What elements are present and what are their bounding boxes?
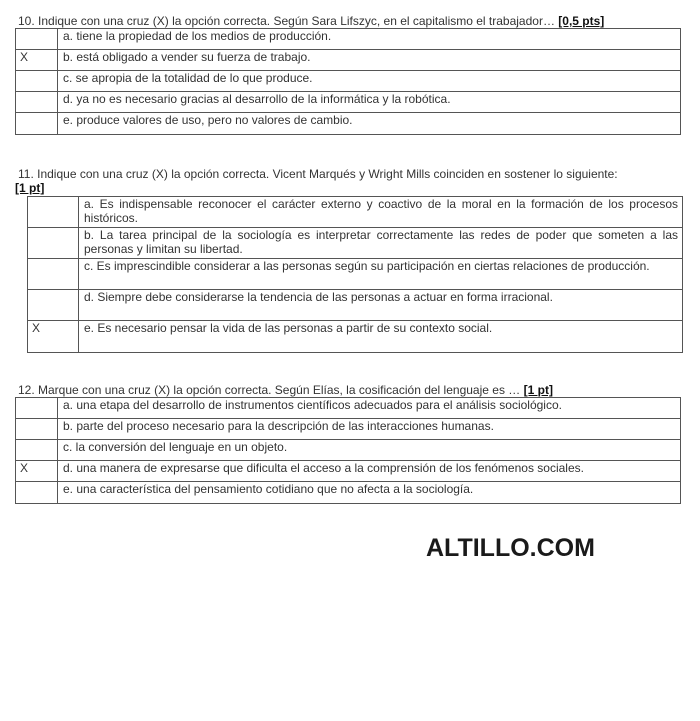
option-mark[interactable] [28,290,79,321]
option-row [28,228,683,259]
option-text: d. ya no es necesario gracias al desarrollo de la informática y la robótica. [58,92,681,113]
option-text: e. produce valores de uso, pero no valores de cambio. [58,113,681,135]
question-11-points-line [15,181,44,195]
option-row [16,71,681,92]
question-11-prompt: 11. Indique con una cruz (X) la opción correcta. Vicent Marqués y Wright Mills coinciden en sostener lo siguiente: [18,167,618,181]
option-text: e. Es necesario pensar la vida de las personas a partir de su contexto social. [79,321,683,353]
option-text: c. la conversión del lenguaje en un objeto. [58,440,681,461]
question-12-prompt [18,383,553,397]
option-text: a. tiene la propiedad de los medios de producción. [58,29,681,50]
option-mark[interactable]: X [16,461,58,482]
question-12-text: 12. Marque con una cruz (X) la opción correcta. Según Elías, la cosificación del lenguaje es … [18,383,524,397]
question-11-options [27,196,683,353]
option-mark[interactable] [28,228,79,259]
option-row [28,197,683,228]
option-mark[interactable] [16,419,58,440]
option-mark[interactable] [28,197,79,228]
option-row [28,321,683,353]
option-mark[interactable] [16,71,58,92]
option-row [16,29,681,50]
question-12-options [15,397,681,504]
option-text: c. Es imprescindible considerar a las personas según su participación en ciertas relaciones de producción. [79,259,683,290]
watermark-logo: ALTILLO.COM [426,534,595,562]
option-mark[interactable] [16,482,58,504]
option-row [28,290,683,321]
option-row [28,259,683,290]
question-10-options [15,28,681,135]
option-row [16,113,681,135]
option-row [16,461,681,482]
option-mark[interactable] [16,29,58,50]
option-row [16,419,681,440]
option-text: b. parte del proceso necesario para la descripción de las interacciones humanas. [58,419,681,440]
option-row [16,92,681,113]
option-mark[interactable]: X [28,321,79,353]
option-text: b. La tarea principal de la sociología es interpretar correctamente las redes de poder que someten a las personas y limitan su libertad. [79,228,683,259]
question-10-text: 10. Indique con una cruz (X) la opción correcta. Según Sara Lifszyc, en el capitalismo el trabajador… [18,14,559,28]
option-row [16,50,681,71]
option-mark[interactable] [16,440,58,461]
option-mark[interactable]: X [16,50,58,71]
option-row [16,482,681,504]
option-mark[interactable] [16,113,58,135]
question-10-prompt [18,14,604,28]
option-text: a. Es indispensable reconocer el carácter externo y coactivo de la moral en la formación de los procesos históricos. [79,197,683,228]
option-text: b. está obligado a vender su fuerza de trabajo. [58,50,681,71]
option-text: e. una característica del pensamiento cotidiano que no afecta a la sociología. [58,482,681,504]
option-row [16,398,681,419]
question-10-points: [0,5 pts] [558,14,605,28]
option-mark[interactable] [16,398,58,419]
option-text: d. una manera de expresarse que dificulta el acceso a la comprensión de los fenómenos sociales. [58,461,681,482]
option-mark[interactable] [28,259,79,290]
question-11-points: [1 pt] [15,181,45,195]
option-text: d. Siempre debe considerarse la tendencia de las personas a actuar en forma irracional. [79,290,683,321]
option-text: c. se apropia de la totalidad de lo que produce. [58,71,681,92]
option-text: a. una etapa del desarrollo de instrumentos científicos adecuados para el análisis sociológico. [58,398,681,419]
option-mark[interactable] [16,92,58,113]
option-row [16,440,681,461]
question-12-points: [1 pt] [523,383,553,397]
